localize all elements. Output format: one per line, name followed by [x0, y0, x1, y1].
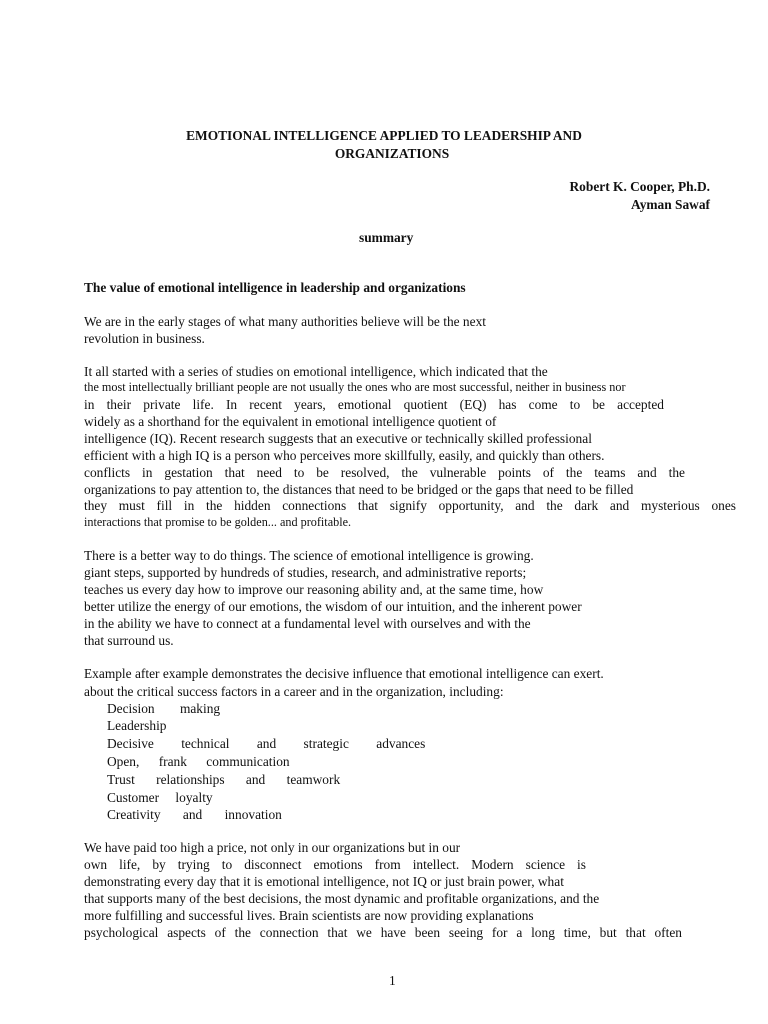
document-title-line-2: ORGANIZATIONS	[334, 146, 450, 161]
paragraph-5-line: more fulfilling and successful lives. Brain scientists are now providing explanations	[84, 908, 534, 923]
list-item: Creativity and innovation	[107, 807, 282, 822]
paragraph-2-line: conflicts in gestation that need to be resolved, the vulnerable points of the teams and the	[84, 465, 685, 480]
list-item: Customer loyalty	[107, 790, 213, 805]
paragraph-1-line: We are in the early stages of what many authorities believe will be the next	[84, 314, 486, 329]
paragraph-2-line: It all started with a series of studies on emotional intelligence, which indicated that the	[84, 364, 548, 379]
paragraph-3-line: giant steps, supported by hundreds of studies, research, and administrative reports;	[84, 565, 527, 580]
paragraph-5-line: own life, by trying to disconnect emotions from intellect. Modern science is	[84, 857, 586, 872]
section-heading: The value of emotional intelligence in leadership and organizations	[84, 280, 466, 295]
page-number: 1	[389, 973, 396, 988]
paragraph-3-line: that surround us.	[84, 633, 174, 648]
list-item: Decisive technical and strategic advances	[107, 736, 426, 751]
paragraph-5-line: that supports many of the best decisions, the most dynamic and profitable organizations, and the	[84, 891, 600, 906]
list-item: Decision making	[107, 701, 221, 716]
author-1: Robert K. Cooper, Ph.D.	[569, 179, 710, 194]
author-2: Ayman Sawaf	[631, 197, 710, 212]
list-item: Trust relationships and teamwork	[107, 772, 341, 787]
paragraph-3-line: There is a better way to do things. The science of emotional intelligence is growing.	[84, 548, 534, 563]
paragraph-5-line: psychological aspects of the connection that we have been seeing for a long time, but that often	[84, 925, 682, 940]
paragraph-3-line: teaches us every day how to improve our reasoning ability and, at the same time, how	[84, 582, 544, 597]
paragraph-2-line: intelligence (IQ). Recent research suggests that an executive or technically skilled professional	[84, 431, 592, 446]
paragraph-4-line: Example after example demonstrates the decisive influence that emotional intelligence can exert.	[84, 666, 604, 681]
paragraph-2-line: widely as a shorthand for the equivalent in emotional intelligence quotient of	[84, 414, 497, 429]
paragraph-2-line: interactions that promise to be golden... and profitable.	[84, 515, 352, 529]
paragraph-2-line: the most intellectually brilliant people are not usually the ones who are most successful, neither in business nor	[84, 380, 626, 394]
paragraph-2-line: in their private life. In recent years, emotional quotient (EQ) has come to be accepted	[84, 397, 664, 412]
list-item: Leadership	[107, 718, 167, 733]
paragraph-2-line: efficient with a high IQ is a person who perceives more skillfully, easily, and quickly than others.	[84, 448, 605, 463]
paragraph-5-line: We have paid too high a price, not only in our organizations but in our	[84, 840, 461, 855]
paragraph-5-line: demonstrating every day that it is emotional intelligence, not IQ or just brain power, what	[84, 874, 564, 889]
paragraph-1-line: revolution in business.	[84, 331, 205, 346]
paragraph-4-line: about the critical success factors in a career and in the organization, including:	[84, 684, 504, 699]
summary-label: summary	[359, 230, 414, 245]
paragraph-3-line: in the ability we have to connect at a fundamental level with ourselves and with the	[84, 616, 531, 631]
paragraph-2-line: they must fill in the hidden connections that signify opportunity, and the dark and mysterious ones	[84, 498, 736, 513]
document-title-line-1: EMOTIONAL INTELLIGENCE APPLIED TO LEADERSHIP AND	[186, 128, 582, 143]
paragraph-3-line: better utilize the energy of our emotions, the wisdom of our intuition, and the inherent power	[84, 599, 582, 614]
list-item: Open, frank communication	[107, 754, 290, 769]
paragraph-2-line: organizations to pay attention to, the distances that need to be bridged or the gaps that need to be filled	[84, 482, 634, 497]
